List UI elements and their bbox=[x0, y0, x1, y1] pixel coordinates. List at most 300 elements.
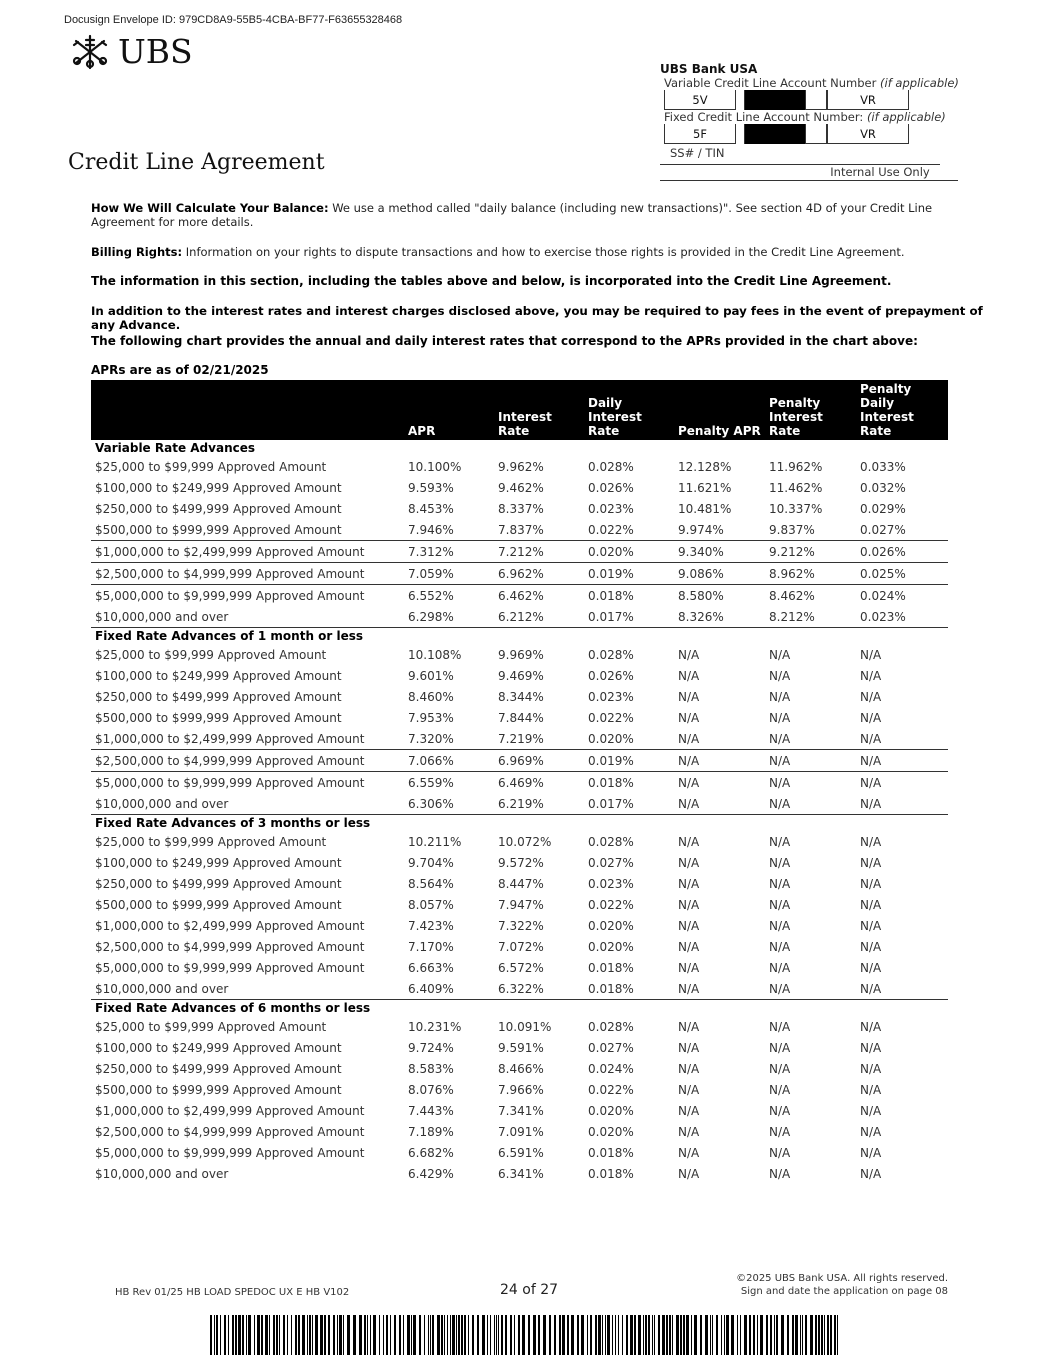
penalty-apr-cell: N/A bbox=[678, 796, 700, 811]
section-header-row bbox=[91, 628, 948, 645]
penalty-interest-rate-cell: N/A bbox=[765, 750, 856, 772]
barcode-bar bbox=[605, 1315, 606, 1355]
penalty-interest-rate-cell: N/A bbox=[769, 1082, 791, 1097]
barcode-bar bbox=[776, 1315, 778, 1355]
barcode-bar bbox=[666, 1315, 668, 1355]
barcode-bar bbox=[612, 1315, 613, 1355]
apr-cell: 7.170% bbox=[408, 939, 454, 954]
barcode-bar bbox=[827, 1315, 829, 1355]
header-penalty-daily-interest-rate: Penalty Daily Interest Rate bbox=[856, 380, 948, 440]
row-label-cell: $1,000,000 to $2,499,999 Approved Amount bbox=[95, 731, 365, 746]
apr-cell: 6.409% bbox=[408, 981, 454, 996]
barcode-bar bbox=[379, 1315, 380, 1355]
table-row bbox=[91, 1058, 948, 1079]
row-label-cell: $2,500,000 to $4,999,999 Approved Amount bbox=[91, 750, 404, 772]
row-label-cell: $1,000,000 to $2,499,999 Approved Amount bbox=[95, 918, 365, 933]
apr-cell: 9.593% bbox=[408, 480, 454, 495]
table-row bbox=[91, 541, 948, 563]
row-label-cell: $10,000,000 and over bbox=[95, 796, 229, 811]
barcode-bar bbox=[683, 1315, 685, 1355]
barcode-bar bbox=[461, 1315, 463, 1355]
table-row bbox=[91, 665, 948, 686]
barcode-bar bbox=[705, 1315, 708, 1355]
variable-label-text: Variable Credit Line Account Number bbox=[664, 76, 877, 90]
interest-rate-cell: 7.947% bbox=[498, 897, 544, 912]
daily-interest-rate-cell: 0.022% bbox=[588, 522, 634, 537]
row-label-cell: $100,000 to $249,999 Approved Amount bbox=[95, 855, 342, 870]
barcode-bar bbox=[257, 1315, 260, 1355]
barcode-bar bbox=[834, 1315, 836, 1355]
barcode-bar bbox=[770, 1315, 772, 1355]
table-row bbox=[91, 915, 948, 936]
barcode-bar bbox=[411, 1315, 412, 1355]
penalty-interest-rate-cell: 8.962% bbox=[765, 563, 856, 585]
interest-rate-cell: 6.469% bbox=[494, 772, 584, 794]
barcode-bar bbox=[634, 1315, 636, 1355]
barcode-bar bbox=[309, 1315, 311, 1355]
penalty-daily-interest-rate-cell: N/A bbox=[860, 668, 882, 683]
barcode-bar bbox=[246, 1315, 247, 1355]
barcode-bar bbox=[518, 1315, 520, 1355]
penalty-daily-interest-rate-cell: 0.024% bbox=[856, 585, 948, 607]
barcode-bar bbox=[458, 1315, 460, 1355]
page-title: Credit Line Agreement bbox=[68, 150, 325, 175]
barcode-bar bbox=[800, 1315, 801, 1355]
barcode-bar bbox=[662, 1315, 665, 1355]
penalty-daily-interest-rate-cell: 0.026% bbox=[856, 541, 948, 563]
barcode-bar bbox=[394, 1315, 396, 1355]
penalty-daily-interest-rate-cell: N/A bbox=[860, 939, 882, 954]
penalty-apr-cell: 9.086% bbox=[674, 563, 765, 585]
row-label-cell: $5,000,000 to $9,999,999 Approved Amount bbox=[91, 772, 404, 794]
penalty-daily-interest-rate-cell: N/A bbox=[860, 1061, 882, 1076]
header-penalty-apr: Penalty APR bbox=[674, 380, 765, 440]
penalty-apr-cell: 10.481% bbox=[678, 501, 732, 516]
interest-rate-cell: 9.469% bbox=[498, 668, 544, 683]
barcode-bar bbox=[447, 1315, 448, 1355]
interest-rate-cell: 6.572% bbox=[498, 960, 544, 975]
barcode-bar bbox=[676, 1315, 679, 1355]
fixed-suffix: VR bbox=[827, 124, 909, 144]
interest-rate-cell: 9.462% bbox=[498, 480, 544, 495]
penalty-apr-cell: N/A bbox=[678, 939, 700, 954]
penalty-daily-interest-rate-cell: 0.023% bbox=[860, 609, 906, 624]
apr-cell: 6.306% bbox=[408, 796, 454, 811]
penalty-daily-interest-rate-cell: N/A bbox=[860, 960, 882, 975]
penalty-daily-interest-rate-cell: N/A bbox=[860, 834, 882, 849]
row-label-cell: $500,000 to $999,999 Approved Amount bbox=[95, 897, 342, 912]
table-row bbox=[91, 728, 948, 750]
penalty-apr-cell: N/A bbox=[674, 750, 765, 772]
penalty-interest-rate-cell: N/A bbox=[769, 668, 791, 683]
barcode-bar bbox=[700, 1315, 702, 1355]
interest-rate-cell: 7.322% bbox=[498, 918, 544, 933]
barcode-bar bbox=[312, 1315, 313, 1355]
barcode-bar bbox=[428, 1315, 429, 1355]
barcode-bar bbox=[242, 1315, 244, 1355]
apr-cell: 10.211% bbox=[408, 834, 462, 849]
daily-interest-rate-cell: 0.018% bbox=[584, 585, 674, 607]
variable-account-label bbox=[664, 76, 960, 90]
barcode-bar bbox=[824, 1315, 825, 1355]
penalty-apr-cell: 8.326% bbox=[678, 609, 724, 624]
penalty-interest-rate-cell: N/A bbox=[769, 647, 791, 662]
penalty-apr-cell: N/A bbox=[678, 876, 700, 891]
penalty-apr-cell: N/A bbox=[678, 834, 700, 849]
penalty-interest-rate-cell: N/A bbox=[765, 772, 856, 794]
interest-rate-cell: 6.962% bbox=[494, 563, 584, 585]
header-label bbox=[91, 380, 404, 440]
table-row bbox=[91, 686, 948, 707]
barcode-bar bbox=[528, 1315, 530, 1355]
barcode-bar bbox=[424, 1315, 425, 1355]
penalty-interest-rate-cell: N/A bbox=[769, 1061, 791, 1076]
barcode-bar bbox=[716, 1315, 718, 1355]
apr-cell: 9.724% bbox=[408, 1040, 454, 1055]
row-label-cell: $10,000,000 and over bbox=[95, 981, 229, 996]
table-row bbox=[91, 1163, 948, 1184]
barcode-bar bbox=[295, 1315, 297, 1355]
barcode-bar bbox=[498, 1315, 499, 1355]
barcode-bar bbox=[283, 1315, 285, 1355]
prepayment-statement: In addition to the interest rates and interest charges disclosed above, you may be required to pay fees in the event of prepayment of any Advance. bbox=[91, 304, 983, 332]
apr-cell: 6.429% bbox=[408, 1166, 454, 1181]
table-row bbox=[91, 1121, 948, 1142]
barcode-bar bbox=[501, 1315, 503, 1355]
interest-rate-cell: 9.591% bbox=[498, 1040, 544, 1055]
penalty-daily-interest-rate-cell: N/A bbox=[860, 876, 882, 891]
barcode-bar bbox=[452, 1315, 455, 1355]
barcode-bar bbox=[407, 1315, 410, 1355]
row-label-cell: $250,000 to $499,999 Approved Amount bbox=[95, 689, 342, 704]
aprs-as-of: APRs are as of 02/21/2025 bbox=[91, 363, 269, 377]
barcode-bar bbox=[339, 1315, 342, 1355]
row-label-cell: $250,000 to $499,999 Approved Amount bbox=[95, 1061, 342, 1076]
penalty-interest-rate-cell: 9.212% bbox=[765, 541, 856, 563]
apr-cell: 7.423% bbox=[408, 918, 454, 933]
barcode-bar bbox=[279, 1315, 280, 1355]
interest-rate-cell: 7.837% bbox=[498, 522, 544, 537]
row-label-cell: $25,000 to $99,999 Approved Amount bbox=[95, 1019, 327, 1034]
apr-cell: 7.953% bbox=[408, 710, 454, 725]
ubs-keys-icon bbox=[68, 33, 112, 71]
penalty-daily-interest-rate-cell: N/A bbox=[860, 1019, 882, 1034]
barcode-bar bbox=[367, 1315, 368, 1355]
table-row bbox=[91, 1142, 948, 1163]
row-label-cell: $500,000 to $999,999 Approved Amount bbox=[95, 1082, 342, 1097]
barcode-bar bbox=[622, 1315, 623, 1355]
penalty-interest-rate-cell: N/A bbox=[769, 731, 791, 746]
apr-cell: 6.559% bbox=[404, 772, 494, 794]
apr-cell: 8.057% bbox=[408, 897, 454, 912]
barcode-bar bbox=[818, 1315, 820, 1355]
row-label-cell: $25,000 to $99,999 Approved Amount bbox=[95, 834, 327, 849]
daily-interest-rate-cell: 0.017% bbox=[588, 609, 634, 624]
barcode-bar bbox=[468, 1315, 469, 1355]
penalty-daily-interest-rate-cell: N/A bbox=[860, 855, 882, 870]
fixed-account-field[interactable] bbox=[664, 124, 960, 144]
barcode-bar bbox=[795, 1315, 798, 1355]
daily-interest-rate-cell: 0.020% bbox=[588, 939, 634, 954]
barcode-bar bbox=[712, 1315, 713, 1355]
barcode-bar bbox=[815, 1315, 817, 1355]
section-title: Fixed Rate Advances of 6 months or less bbox=[91, 1000, 948, 1017]
copyright: ©2025 UBS Bank USA. All rights reserved. bbox=[736, 1273, 948, 1284]
penalty-daily-interest-rate-cell: N/A bbox=[860, 647, 882, 662]
interest-rate-cell: 7.341% bbox=[498, 1103, 544, 1118]
barcode-bar bbox=[648, 1315, 650, 1355]
barcode-bar bbox=[248, 1315, 251, 1355]
barcode-bar bbox=[643, 1315, 644, 1355]
barcode-bar bbox=[347, 1315, 350, 1355]
daily-interest-rate-cell: 0.023% bbox=[588, 876, 634, 891]
envelope-id: Docusign Envelope ID: 979CD8A9-55B5-4CBA-BF77-F63655328468 bbox=[64, 14, 403, 26]
table-row bbox=[91, 644, 948, 665]
penalty-daily-interest-rate-cell: N/A bbox=[860, 1166, 882, 1181]
daily-interest-rate-cell: 0.018% bbox=[588, 960, 634, 975]
rates-body bbox=[91, 440, 948, 1184]
interest-rate-cell: 8.447% bbox=[498, 876, 544, 891]
account-box bbox=[660, 62, 960, 181]
barcode-bar bbox=[792, 1315, 794, 1355]
barcode-bar bbox=[740, 1315, 741, 1355]
barcode-bar bbox=[562, 1315, 565, 1355]
penalty-interest-rate-cell: N/A bbox=[769, 834, 791, 849]
apr-cell: 6.552% bbox=[404, 585, 494, 607]
variable-account-field[interactable] bbox=[664, 90, 960, 110]
penalty-interest-rate-cell: N/A bbox=[769, 796, 791, 811]
barcode-bar bbox=[505, 1315, 507, 1355]
balance-label: How We Will Calculate Your Balance: bbox=[91, 201, 329, 215]
barcode-bar bbox=[626, 1315, 628, 1355]
interest-rate-cell: 6.341% bbox=[498, 1166, 544, 1181]
barcode-bar bbox=[522, 1315, 525, 1355]
header-daily-interest-rate: Daily Interest Rate bbox=[584, 380, 674, 440]
table-row bbox=[91, 585, 948, 607]
penalty-apr-cell: N/A bbox=[678, 897, 700, 912]
penalty-daily-interest-rate-cell: N/A bbox=[860, 1040, 882, 1055]
interest-rate-cell: 7.844% bbox=[498, 710, 544, 725]
daily-interest-rate-cell: 0.022% bbox=[588, 1082, 634, 1097]
barcode-bar bbox=[444, 1315, 445, 1355]
ubs-logo bbox=[68, 32, 193, 71]
barcode-bar bbox=[680, 1315, 682, 1355]
penalty-daily-interest-rate-cell: N/A bbox=[860, 710, 882, 725]
penalty-interest-rate-cell: N/A bbox=[769, 1040, 791, 1055]
table-row bbox=[91, 831, 948, 852]
daily-interest-rate-cell: 0.020% bbox=[588, 1103, 634, 1118]
barcode-bar bbox=[210, 1315, 212, 1355]
interest-rate-cell: 8.337% bbox=[498, 501, 544, 516]
barcode-bar bbox=[386, 1315, 388, 1355]
table-row bbox=[91, 456, 948, 477]
table-row bbox=[91, 563, 948, 585]
penalty-apr-cell: N/A bbox=[678, 1124, 700, 1139]
apr-cell: 8.460% bbox=[408, 689, 454, 704]
barcode-bar bbox=[220, 1315, 221, 1355]
barcode-bar bbox=[810, 1315, 813, 1355]
barcode-bar bbox=[235, 1315, 237, 1355]
barcode-bar bbox=[333, 1315, 335, 1355]
barcode-bar bbox=[261, 1315, 263, 1355]
barcode-bar bbox=[324, 1315, 326, 1355]
variable-redacted-block bbox=[744, 90, 806, 110]
daily-interest-rate-cell: 0.018% bbox=[588, 1166, 634, 1181]
penalty-daily-interest-rate-cell: N/A bbox=[856, 772, 948, 794]
barcode-bar bbox=[533, 1315, 536, 1355]
barcode-bar bbox=[837, 1315, 838, 1355]
row-label-cell: $500,000 to $999,999 Approved Amount bbox=[95, 710, 342, 725]
section-header-row bbox=[91, 1000, 948, 1017]
penalty-apr-cell: N/A bbox=[678, 689, 700, 704]
barcode-bar bbox=[710, 1315, 711, 1355]
balance-text: We use a method called "daily balance (including new transactions)". See section 4D of your Credit Line Agreement for more details. bbox=[91, 201, 933, 229]
barcode-bar bbox=[273, 1315, 275, 1355]
barcode-bar bbox=[571, 1315, 574, 1355]
penalty-apr-cell: N/A bbox=[678, 1040, 700, 1055]
barcode-bar bbox=[638, 1315, 641, 1355]
penalty-interest-rate-cell: N/A bbox=[769, 689, 791, 704]
table-row bbox=[91, 1016, 948, 1037]
logo-text: UBS bbox=[118, 32, 193, 71]
apr-cell: 10.231% bbox=[408, 1019, 462, 1034]
barcode-bar bbox=[276, 1315, 278, 1355]
penalty-interest-rate-cell: N/A bbox=[769, 1019, 791, 1034]
barcode-bar bbox=[269, 1315, 270, 1355]
barcode-bar bbox=[821, 1315, 823, 1355]
penalty-apr-cell: N/A bbox=[678, 918, 700, 933]
interest-rate-cell: 6.212% bbox=[498, 609, 544, 624]
barcode-bar bbox=[514, 1315, 515, 1355]
penalty-apr-cell: N/A bbox=[678, 710, 700, 725]
penalty-interest-rate-cell: N/A bbox=[769, 876, 791, 891]
penalty-interest-rate-cell: N/A bbox=[769, 897, 791, 912]
barcode-bar bbox=[726, 1315, 729, 1355]
apr-cell: 7.059% bbox=[404, 563, 494, 585]
header-interest-rate: Interest Rate bbox=[494, 380, 584, 440]
table-row bbox=[91, 852, 948, 873]
daily-interest-rate-cell: 0.026% bbox=[588, 480, 634, 495]
row-label-cell: $2,500,000 to $4,999,999 Approved Amount bbox=[95, 1124, 365, 1139]
interest-rate-cell: 6.969% bbox=[494, 750, 584, 772]
daily-interest-rate-cell: 0.020% bbox=[588, 731, 634, 746]
header-apr: APR bbox=[404, 380, 494, 440]
barcode-bar bbox=[830, 1315, 832, 1355]
bank-name: UBS Bank USA bbox=[660, 62, 758, 76]
penalty-apr-cell: N/A bbox=[678, 981, 700, 996]
barcode-bar bbox=[441, 1315, 443, 1355]
row-label-cell: $500,000 to $999,999 Approved Amount bbox=[95, 522, 342, 537]
penalty-apr-cell: 8.580% bbox=[674, 585, 765, 607]
barcode-bar bbox=[496, 1315, 497, 1355]
penalty-apr-cell: 9.974% bbox=[678, 522, 724, 537]
interest-rate-cell: 6.591% bbox=[498, 1145, 544, 1160]
interest-rate-cell: 6.219% bbox=[498, 796, 544, 811]
daily-interest-rate-cell: 0.018% bbox=[588, 981, 634, 996]
barcode-bar bbox=[413, 1315, 416, 1355]
table-row bbox=[91, 1100, 948, 1121]
table-row bbox=[91, 957, 948, 978]
barcode-bar bbox=[437, 1315, 440, 1355]
barcode-bar bbox=[686, 1315, 689, 1355]
barcode-bar bbox=[364, 1315, 366, 1355]
daily-interest-rate-cell: 0.028% bbox=[588, 647, 634, 662]
penalty-interest-rate-cell: N/A bbox=[769, 1166, 791, 1181]
table-row bbox=[91, 894, 948, 915]
table-row bbox=[91, 873, 948, 894]
barcode bbox=[210, 1315, 846, 1355]
barcode-bar bbox=[805, 1315, 807, 1355]
barcode-bar bbox=[456, 1315, 457, 1355]
penalty-daily-interest-rate-cell: 0.029% bbox=[860, 501, 906, 516]
barcode-bar bbox=[487, 1315, 488, 1355]
billing-text: Information on your rights to dispute transactions and how to exercise those rights is provided in the Credit Line Agreement. bbox=[185, 245, 905, 259]
barcode-bar bbox=[302, 1315, 305, 1355]
barcode-bar bbox=[265, 1315, 268, 1355]
barcode-bar bbox=[721, 1315, 722, 1355]
apr-cell: 7.189% bbox=[408, 1124, 454, 1139]
penalty-apr-cell: N/A bbox=[678, 1166, 700, 1181]
section-title: Variable Rate Advances bbox=[95, 441, 256, 455]
table-row bbox=[91, 793, 948, 815]
row-label-cell: $100,000 to $249,999 Approved Amount bbox=[95, 1040, 342, 1055]
daily-interest-rate-cell: 0.024% bbox=[588, 1061, 634, 1076]
barcode-bar bbox=[287, 1315, 288, 1355]
penalty-apr-cell: N/A bbox=[678, 1061, 700, 1076]
table-row bbox=[91, 519, 948, 541]
daily-interest-rate-cell: 0.017% bbox=[588, 796, 634, 811]
interest-rate-cell: 7.966% bbox=[498, 1082, 544, 1097]
penalty-interest-rate-cell: N/A bbox=[769, 855, 791, 870]
penalty-apr-cell: N/A bbox=[678, 1145, 700, 1160]
daily-interest-rate-cell: 0.027% bbox=[588, 1040, 634, 1055]
fixed-prefix: 5F bbox=[664, 124, 736, 144]
footer-notice bbox=[736, 1272, 948, 1298]
barcode-bar bbox=[567, 1315, 569, 1355]
apr-cell: 7.946% bbox=[408, 522, 454, 537]
penalty-interest-rate-cell: N/A bbox=[769, 960, 791, 975]
apr-cell: 6.663% bbox=[408, 960, 454, 975]
section-title: Fixed Rate Advances of 1 month or less bbox=[91, 628, 948, 645]
penalty-daily-interest-rate-cell: 0.032% bbox=[860, 480, 906, 495]
penalty-interest-rate-cell: 11.462% bbox=[769, 480, 823, 495]
barcode-bar bbox=[238, 1315, 241, 1355]
ssn-label: SS# / TIN bbox=[670, 146, 725, 160]
table-row bbox=[91, 750, 948, 772]
apr-cell: 7.443% bbox=[408, 1103, 454, 1118]
barcode-bar bbox=[510, 1315, 512, 1355]
barcode-bar bbox=[450, 1315, 451, 1355]
barcode-bar bbox=[543, 1315, 546, 1355]
billing-label: Billing Rights: bbox=[91, 245, 183, 259]
variable-note: (if applicable) bbox=[880, 76, 959, 90]
barcode-bar bbox=[618, 1315, 619, 1355]
barcode-bar bbox=[654, 1315, 655, 1355]
barcode-bar bbox=[315, 1315, 318, 1355]
section-header-row bbox=[91, 440, 948, 456]
daily-interest-rate-cell: 0.022% bbox=[588, 897, 634, 912]
row-label-cell: $10,000,000 and over bbox=[95, 1166, 229, 1181]
barcode-bar bbox=[432, 1315, 434, 1355]
row-label-cell: $100,000 to $249,999 Approved Amount bbox=[95, 480, 342, 495]
section-title: Fixed Rate Advances of 3 months or less bbox=[91, 815, 948, 832]
daily-interest-rate-cell: 0.018% bbox=[584, 772, 674, 794]
barcode-bar bbox=[403, 1315, 404, 1355]
barcode-bar bbox=[669, 1315, 671, 1355]
barcode-bar bbox=[724, 1315, 725, 1355]
interest-rate-cell: 7.212% bbox=[494, 541, 584, 563]
daily-interest-rate-cell: 0.028% bbox=[588, 459, 634, 474]
